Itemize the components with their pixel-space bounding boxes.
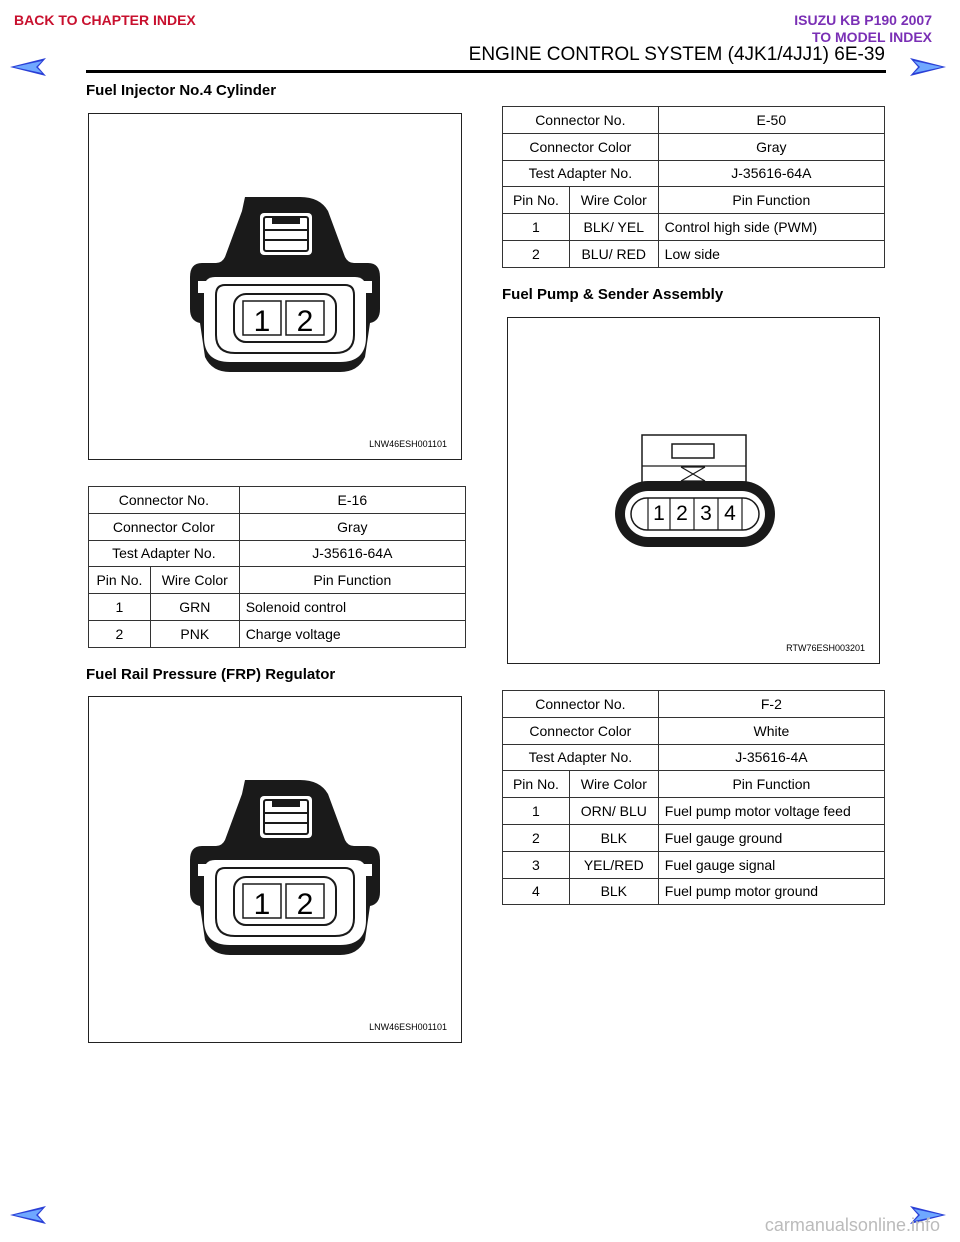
connector-color-value: Gray [239, 513, 465, 540]
pin-no-cell: 2 [503, 824, 570, 851]
column-header: Wire Color [150, 567, 239, 594]
watermark: carmanualsonline.info [764, 1215, 940, 1235]
previous-page-bottom-arrow-icon[interactable] [8, 1204, 48, 1226]
column-header: Pin Function [658, 187, 884, 214]
wire-color-cell: YEL/RED [569, 851, 658, 878]
table-label: Connector Color [89, 513, 240, 540]
frp-pin-2: 2 [296, 888, 314, 921]
wire-color-cell: ORN/ BLU [569, 798, 658, 825]
connector-no-value: E-50 [658, 107, 884, 134]
table-row [503, 851, 885, 878]
wire-color-cell: BLK/ YEL [569, 214, 658, 241]
connector-no-value: E-16 [239, 487, 465, 514]
pin-no-cell: 2 [89, 620, 151, 647]
table-row [89, 620, 466, 647]
header-rule [86, 70, 886, 73]
table-label: Connector No. [503, 691, 659, 718]
pin-no-cell: 1 [503, 798, 570, 825]
table-label: Connector Color [503, 717, 659, 744]
adapter-value: J-35616-64A [658, 160, 884, 187]
pin-function-cell: Fuel gauge signal [658, 851, 884, 878]
pump-pin-2: 2 [676, 502, 688, 525]
column-header: Wire Color [569, 771, 658, 798]
wire-color-cell: BLK [569, 824, 658, 851]
pin-function-cell: Charge voltage [239, 620, 465, 647]
pump-connector-figure [507, 317, 880, 664]
adapter-value: J-35616-4A [658, 744, 884, 771]
injector-connector-figure [88, 113, 462, 460]
f2-connector-table [502, 690, 885, 905]
frp-connector-figure [88, 696, 462, 1043]
page-header: ENGINE CONTROL SYSTEM (4JK1/4JJ1) 6E-39 [468, 44, 885, 65]
table-row [89, 594, 466, 621]
to-model-index-link[interactable]: TO MODEL INDEX [811, 29, 932, 45]
column-header: Wire Color [569, 187, 658, 214]
injector-figure-code: LNW46ESH001101 [369, 439, 447, 449]
wire-color-cell: BLK [569, 878, 658, 905]
pump-pin-3: 3 [700, 502, 712, 525]
pin-function-cell: Fuel pump motor ground [658, 878, 884, 905]
pin-no-cell: 1 [89, 594, 151, 621]
pin-function-cell: Fuel pump motor voltage feed [658, 798, 884, 825]
back-to-chapter-index-link[interactable]: BACK TO CHAPTER INDEX [14, 12, 196, 28]
pump-pin-1: 1 [653, 502, 665, 525]
table-label: Connector No. [89, 487, 240, 514]
table-row [503, 240, 885, 267]
frp-connector-icon [89, 697, 461, 1042]
next-page-arrow-icon[interactable] [908, 56, 948, 78]
wire-color-cell: BLU/ RED [569, 240, 658, 267]
table-label: Connector Color [503, 133, 659, 160]
table-row [503, 798, 885, 825]
wire-color-cell: PNK [150, 620, 239, 647]
column-header: Pin No. [503, 187, 570, 214]
wire-color-cell: GRN [150, 594, 239, 621]
pump-pin-4: 4 [724, 502, 736, 525]
table-row [503, 878, 885, 905]
pin-no-cell: 1 [503, 214, 570, 241]
column-header: Pin Function [658, 771, 884, 798]
pump-connector-icon [508, 318, 879, 663]
frp-pin-1: 1 [253, 888, 271, 921]
model-title-link[interactable]: ISUZU KB P190 2007 [794, 12, 932, 28]
injector-section-title: Fuel Injector No.4 Cylinder [86, 82, 277, 99]
table-label: Test Adapter No. [89, 540, 240, 567]
pin-no-cell: 3 [503, 851, 570, 878]
previous-page-arrow-icon[interactable] [8, 56, 48, 78]
column-header: Pin Function [239, 567, 465, 594]
table-row [503, 824, 885, 851]
pump-section-title: Fuel Pump & Sender Assembly [502, 286, 724, 303]
table-label: Test Adapter No. [503, 744, 659, 771]
connector-no-value: F-2 [658, 691, 884, 718]
pin-function-cell: Control high side (PWM) [658, 214, 884, 241]
connector-color-value: Gray [658, 133, 884, 160]
pin-no-cell: 2 [503, 240, 570, 267]
injector-pin-1: 1 [253, 305, 271, 338]
connector-color-value: White [658, 717, 884, 744]
table-label: Connector No. [503, 107, 659, 134]
e50-connector-table [502, 106, 885, 268]
table-row [503, 214, 885, 241]
frp-figure-code: LNW46ESH001101 [369, 1022, 447, 1032]
pin-no-cell: 4 [503, 878, 570, 905]
table-label: Test Adapter No. [503, 160, 659, 187]
column-header: Pin No. [89, 567, 151, 594]
frp-section-title: Fuel Rail Pressure (FRP) Regulator [86, 666, 336, 683]
injector-connector-icon [89, 114, 461, 459]
pin-function-cell: Low side [658, 240, 884, 267]
column-header: Pin No. [503, 771, 570, 798]
e16-connector-table [88, 486, 466, 648]
pin-function-cell: Solenoid control [239, 594, 465, 621]
adapter-value: J-35616-64A [239, 540, 465, 567]
injector-pin-2: 2 [296, 305, 314, 338]
pump-figure-code: RTW76ESH003201 [786, 643, 865, 653]
pin-function-cell: Fuel gauge ground [658, 824, 884, 851]
